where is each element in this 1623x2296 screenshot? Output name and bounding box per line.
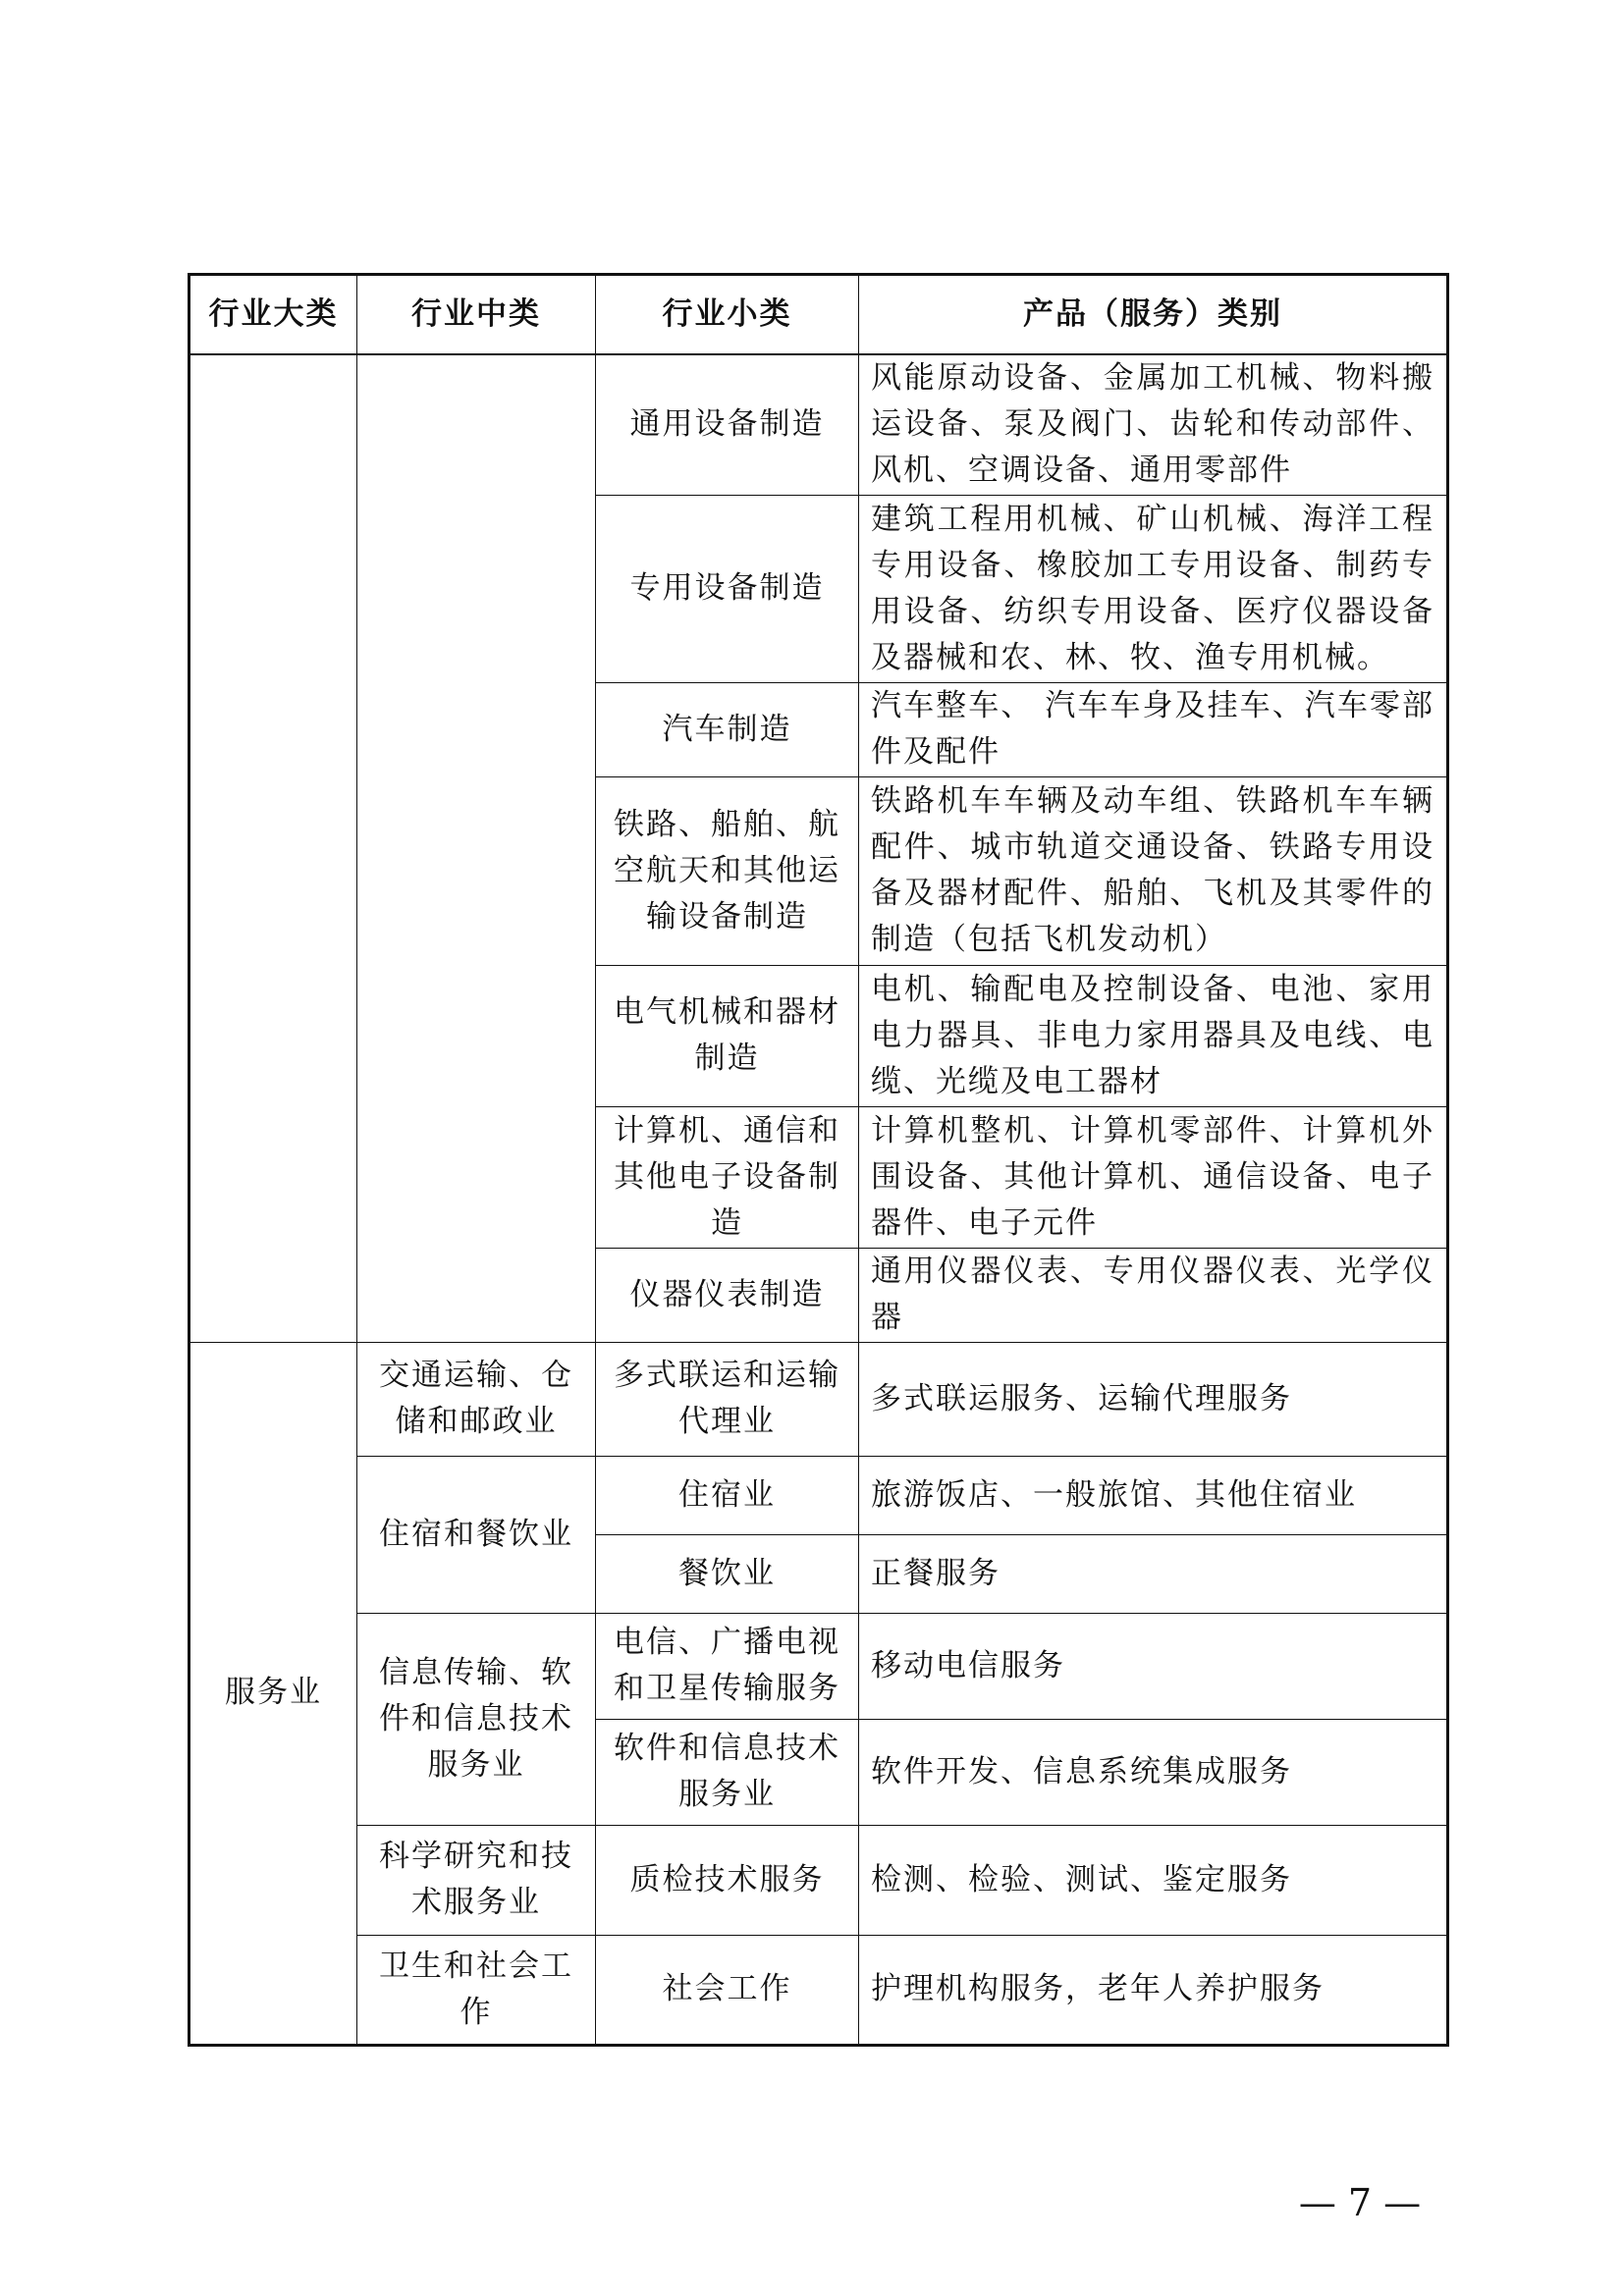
- product-category-cell: 多式联运服务、运输代理服务: [859, 1342, 1448, 1456]
- minor-category-cell: 计算机、通信和其他电子设备制造: [596, 1106, 859, 1248]
- table-row: [189, 1613, 1448, 1719]
- table-row: [189, 1935, 1448, 2045]
- product-category-cell: 铁路机车车辆及动车组、铁路机车车辆配件、城市轨道交通设备、铁路专用设备及器材配件、船舶、飞机及其零件的制造（包括飞机发动机）: [859, 776, 1448, 965]
- middle-category-cell: 住宿和餐饮业: [357, 1456, 596, 1613]
- product-category-cell: 检测、检验、测试、鉴定服务: [859, 1825, 1448, 1935]
- product-category-cell: 风能原动设备、金属加工机械、物料搬运设备、泵及阀门、齿轮和传动部件、风机、空调设备、通用零部件: [859, 354, 1448, 495]
- product-category-cell: 通用仪器仪表、专用仪器仪表、光学仪器: [859, 1248, 1448, 1342]
- minor-category-cell: 汽车制造: [596, 682, 859, 776]
- product-category-cell: 电机、输配电及控制设备、电池、家用电力器具、非电力家用器具及电线、电缆、光缆及电工器材: [859, 965, 1448, 1106]
- middle-category-cell: 科学研究和技术服务业: [357, 1825, 596, 1935]
- minor-category-cell: 铁路、船舶、航空航天和其他运输设备制造: [596, 776, 859, 965]
- minor-category-cell: 电信、广播电视和卫星传输服务: [596, 1613, 859, 1719]
- product-category-cell: 护理机构服务，老年人养护服务: [859, 1935, 1448, 2045]
- page-number: — 7 —: [1298, 2181, 1422, 2224]
- product-category-cell: 建筑工程用机械、矿山机械、海洋工程专用设备、橡胶加工专用设备、制药专用设备、纺织专用设备、医疗仪器设备及器械和农、林、牧、渔专用机械。: [859, 495, 1448, 682]
- table-row: [189, 1825, 1448, 1935]
- middle-category-cell: 信息传输、软件和信息技术服务业: [357, 1613, 596, 1825]
- major-category-cell: 服务业: [189, 1342, 357, 2045]
- product-category-cell: 旅游饭店、一般旅馆、其他住宿业: [859, 1456, 1448, 1534]
- minor-category-cell: 电气机械和器材制造: [596, 965, 859, 1106]
- product-category-cell: 计算机整机、计算机零部件、计算机外围设备、其他计算机、通信设备、电子器件、电子元件: [859, 1106, 1448, 1248]
- header-major-category: 行业大类: [189, 275, 357, 355]
- middle-category-cell-empty: [357, 354, 596, 1342]
- minor-category-cell: 软件和信息技术服务业: [596, 1719, 859, 1825]
- header-middle-category: 行业中类: [357, 275, 596, 355]
- middle-category-cell: 卫生和社会工作: [357, 1935, 596, 2045]
- minor-category-cell: 住宿业: [596, 1456, 859, 1534]
- header-minor-category: 行业小类: [596, 275, 859, 355]
- product-category-cell: 软件开发、信息系统集成服务: [859, 1719, 1448, 1825]
- minor-category-cell: 多式联运和运输代理业: [596, 1342, 859, 1456]
- table-row: [189, 354, 1448, 495]
- minor-category-cell: 通用设备制造: [596, 354, 859, 495]
- product-category-cell: 移动电信服务: [859, 1613, 1448, 1719]
- minor-category-cell: 社会工作: [596, 1935, 859, 2045]
- major-category-cell-empty: [189, 354, 357, 1342]
- header-product-category: 产品（服务）类别: [859, 275, 1448, 355]
- minor-category-cell: 仪器仪表制造: [596, 1248, 859, 1342]
- table-row: [189, 1456, 1448, 1534]
- table-header-row: [189, 275, 1448, 355]
- minor-category-cell: 质检技术服务: [596, 1825, 859, 1935]
- minor-category-cell: 餐饮业: [596, 1534, 859, 1613]
- product-category-cell: 汽车整车、 汽车车身及挂车、汽车零部件及配件: [859, 682, 1448, 776]
- product-category-cell: 正餐服务: [859, 1534, 1448, 1613]
- middle-category-cell: 交通运输、仓储和邮政业: [357, 1342, 596, 1456]
- industry-classification-table: [188, 273, 1449, 2047]
- minor-category-cell: 专用设备制造: [596, 495, 859, 682]
- table-row: [189, 1342, 1448, 1456]
